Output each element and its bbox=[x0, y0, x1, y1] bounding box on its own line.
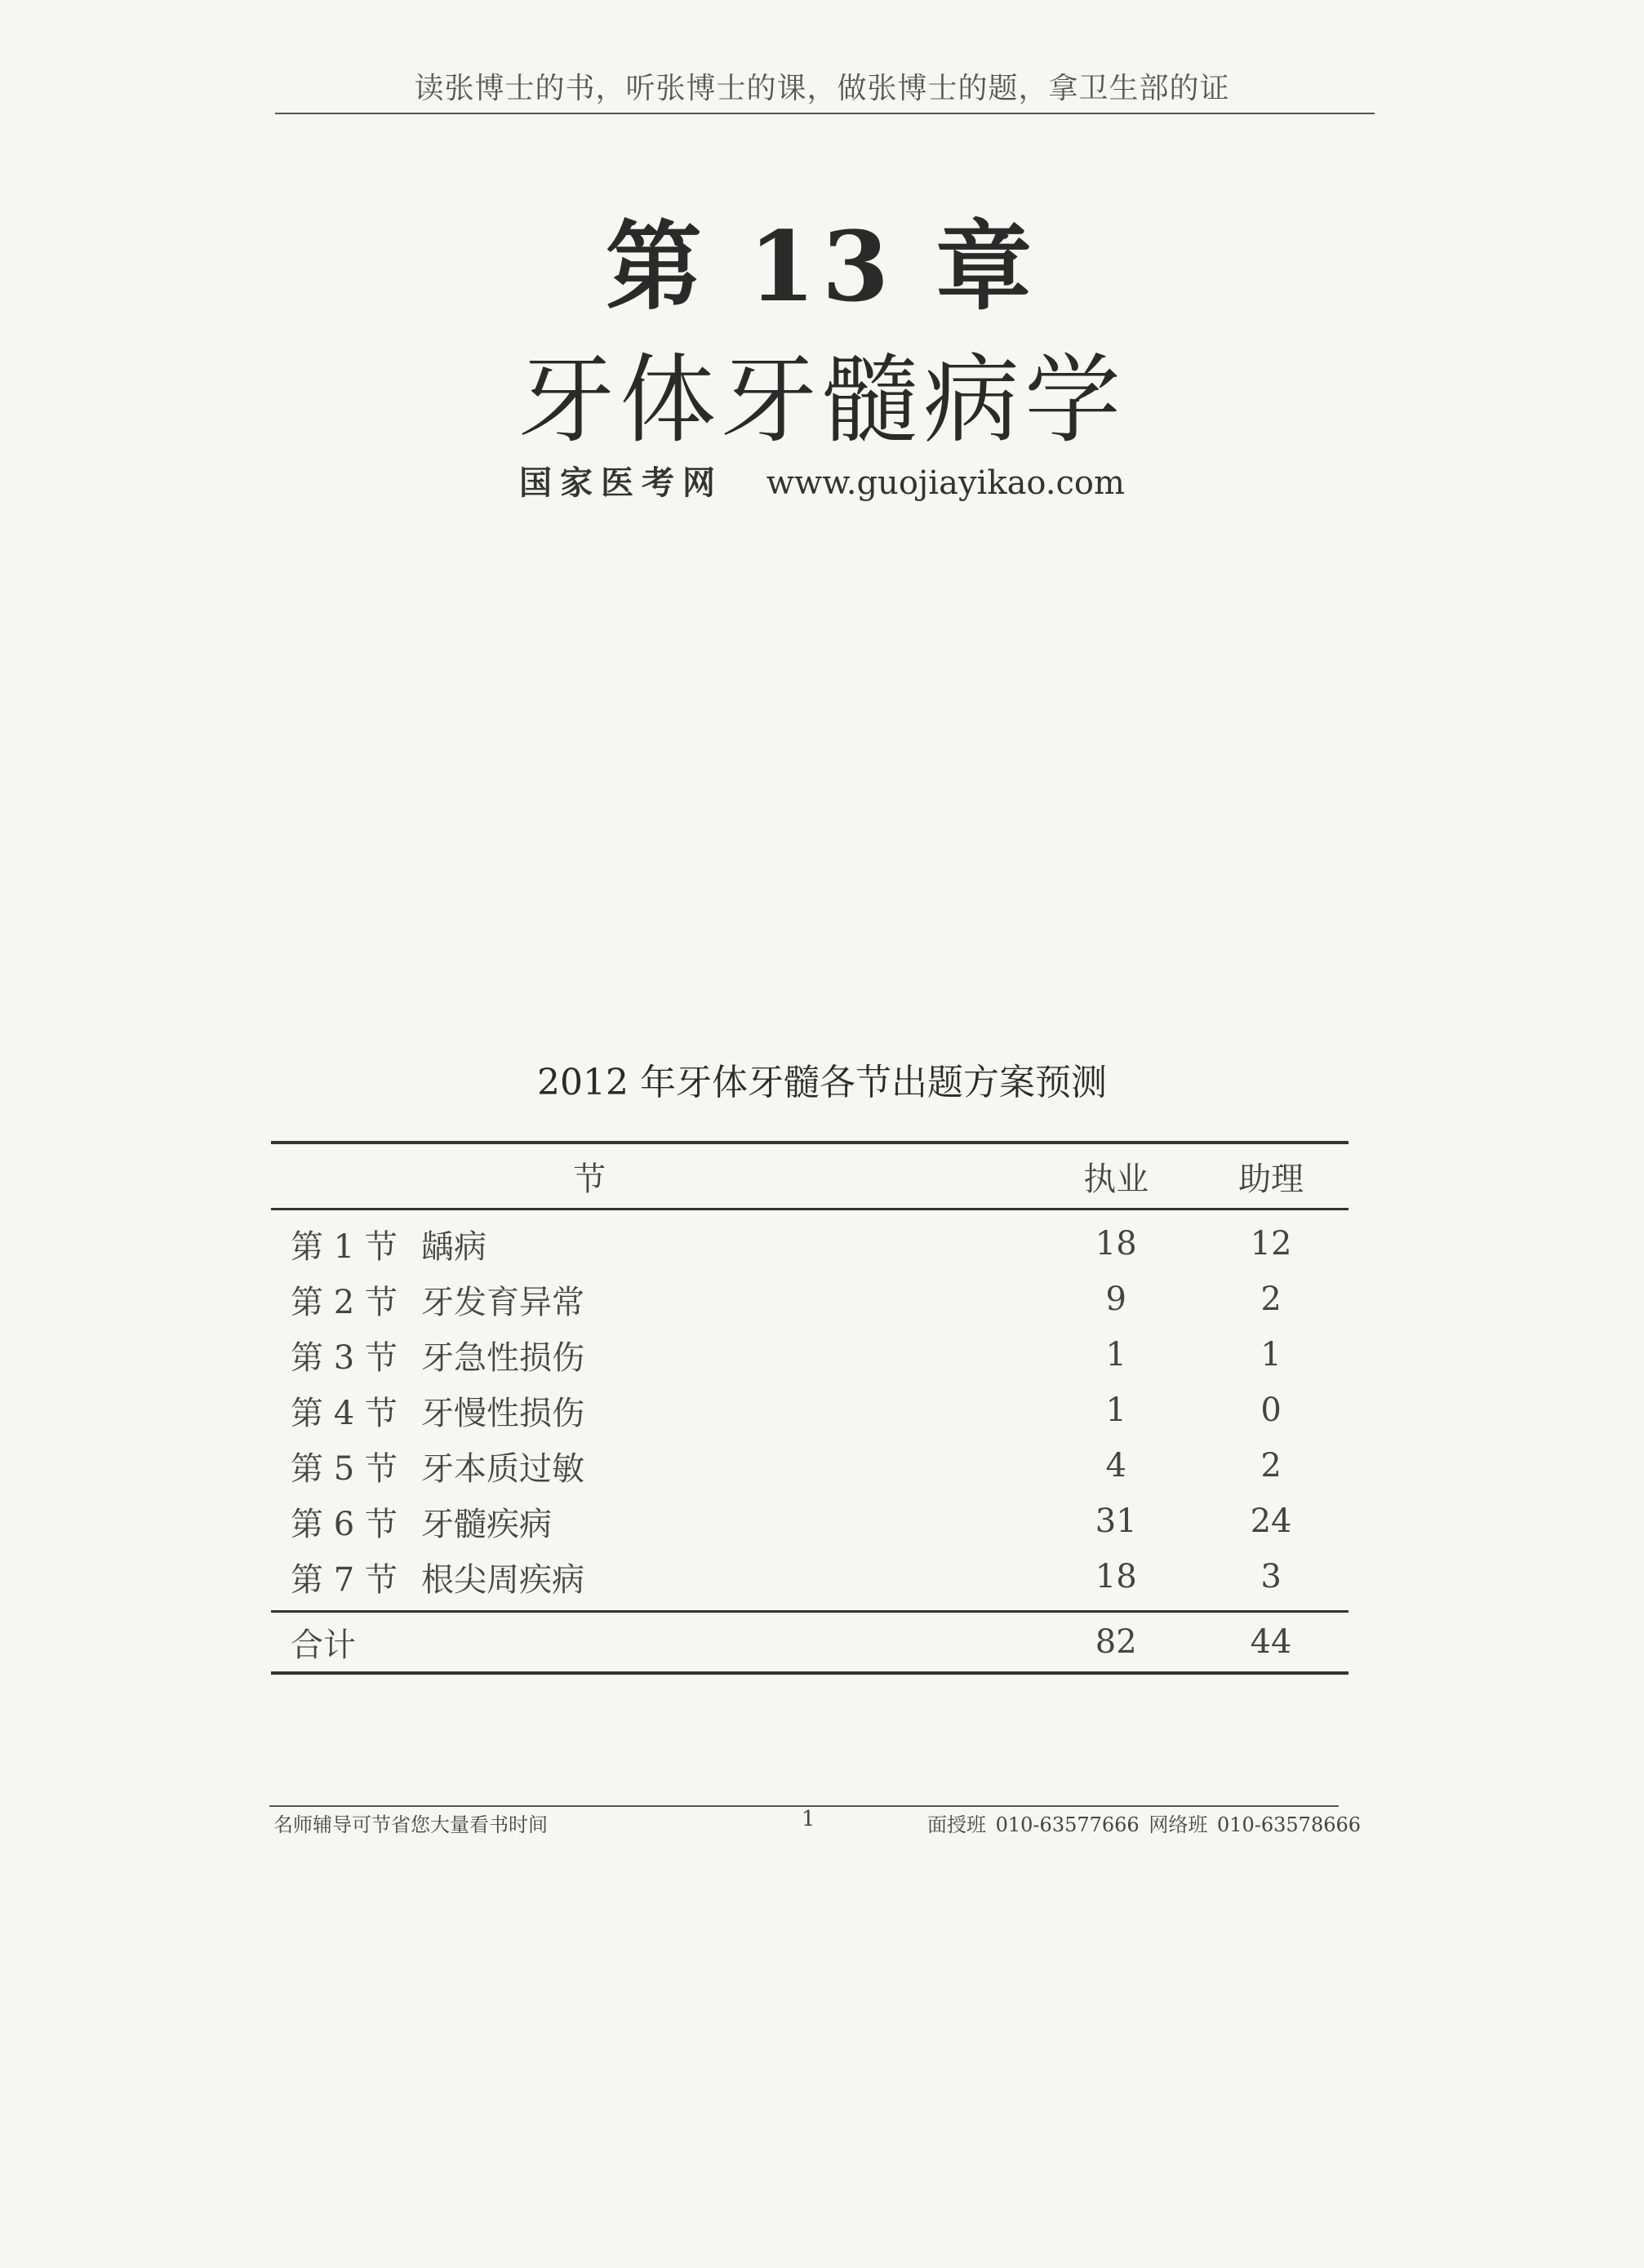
table-row bbox=[271, 1549, 1349, 1612]
zhiye-value: 9 bbox=[1105, 1280, 1126, 1318]
section-cell bbox=[271, 1438, 1038, 1494]
header-section: 节 bbox=[271, 1143, 1038, 1209]
header-tagline: 读张博士的书，听张博士的课，做张博士的题，拿卫生部的证 bbox=[414, 72, 1230, 105]
section-name: 牙本质过敏 bbox=[421, 1449, 584, 1488]
section-name: 根尖周疾病 bbox=[421, 1560, 584, 1599]
section-name: 龋病 bbox=[421, 1227, 487, 1266]
zhuli-value: 2 bbox=[1260, 1280, 1282, 1318]
zhiye-value: 31 bbox=[1095, 1502, 1137, 1540]
chapter-subtitle: 牙体牙髓病学 bbox=[518, 344, 1126, 456]
zhiye-value: 1 bbox=[1105, 1336, 1126, 1374]
total-label: 合计 bbox=[271, 1612, 1038, 1674]
section-cell bbox=[271, 1494, 1038, 1549]
site-line bbox=[0, 457, 1644, 504]
table-row bbox=[271, 1494, 1349, 1549]
site-url: www.guojiayikao.com bbox=[766, 464, 1125, 502]
section-cell bbox=[271, 1549, 1038, 1612]
section-number: 第 2 节 bbox=[291, 1283, 398, 1321]
section-number: 第 4 节 bbox=[291, 1394, 398, 1432]
section-number: 第 1 节 bbox=[291, 1227, 398, 1266]
table-total-row bbox=[271, 1612, 1349, 1674]
section-name: 牙发育异常 bbox=[421, 1283, 584, 1321]
site-name: 国家医考网 bbox=[519, 464, 724, 502]
zhuli-value: 0 bbox=[1260, 1391, 1282, 1429]
section-name: 牙髓疾病 bbox=[421, 1505, 552, 1543]
chapter-number-title: 第 13 章 bbox=[605, 210, 1039, 323]
zhiye-value: 4 bbox=[1105, 1447, 1126, 1485]
zhuli-value: 1 bbox=[1260, 1336, 1282, 1374]
section-name: 牙慢性损伤 bbox=[421, 1394, 584, 1432]
total-zhiye: 82 bbox=[1038, 1612, 1193, 1674]
forecast-table bbox=[271, 1141, 1349, 1675]
table-row bbox=[271, 1272, 1349, 1327]
table-header-row bbox=[271, 1143, 1349, 1209]
table-title: 2012 年牙体牙髓各节出题方案预测 bbox=[537, 1062, 1107, 1103]
zhuli-value: 24 bbox=[1250, 1502, 1292, 1540]
table-row bbox=[271, 1383, 1349, 1438]
header-divider bbox=[275, 113, 1375, 114]
section-name: 牙急性损伤 bbox=[421, 1338, 584, 1377]
section-number: 第 5 节 bbox=[291, 1449, 398, 1488]
zhiye-value: 18 bbox=[1095, 1558, 1137, 1596]
zhuli-value: 3 bbox=[1260, 1558, 1282, 1596]
footer-slogan: 名师辅导可节省您大量看书时间 bbox=[273, 1813, 548, 1836]
section-number: 第 3 节 bbox=[291, 1338, 398, 1377]
section-number: 第 6 节 bbox=[291, 1505, 398, 1543]
zhuli-value: 12 bbox=[1250, 1225, 1292, 1263]
footer-contact: 面授班 010-63577666 网络班 010-63578666 bbox=[927, 1813, 1362, 1836]
section-cell bbox=[271, 1327, 1038, 1383]
header-zhuli: 助理 bbox=[1193, 1143, 1349, 1209]
section-cell bbox=[271, 1272, 1038, 1327]
table-row bbox=[271, 1209, 1349, 1272]
page-number: 1 bbox=[802, 1807, 815, 1831]
table-row bbox=[271, 1438, 1349, 1494]
header-zhiye: 执业 bbox=[1038, 1143, 1193, 1209]
zhuli-value: 2 bbox=[1260, 1447, 1282, 1485]
table-row bbox=[271, 1327, 1349, 1383]
section-cell bbox=[271, 1383, 1038, 1438]
section-number: 第 7 节 bbox=[291, 1560, 398, 1599]
zhiye-value: 18 bbox=[1095, 1225, 1137, 1263]
total-zhuli: 44 bbox=[1193, 1612, 1349, 1674]
section-cell bbox=[271, 1209, 1038, 1272]
zhiye-value: 1 bbox=[1105, 1391, 1126, 1429]
